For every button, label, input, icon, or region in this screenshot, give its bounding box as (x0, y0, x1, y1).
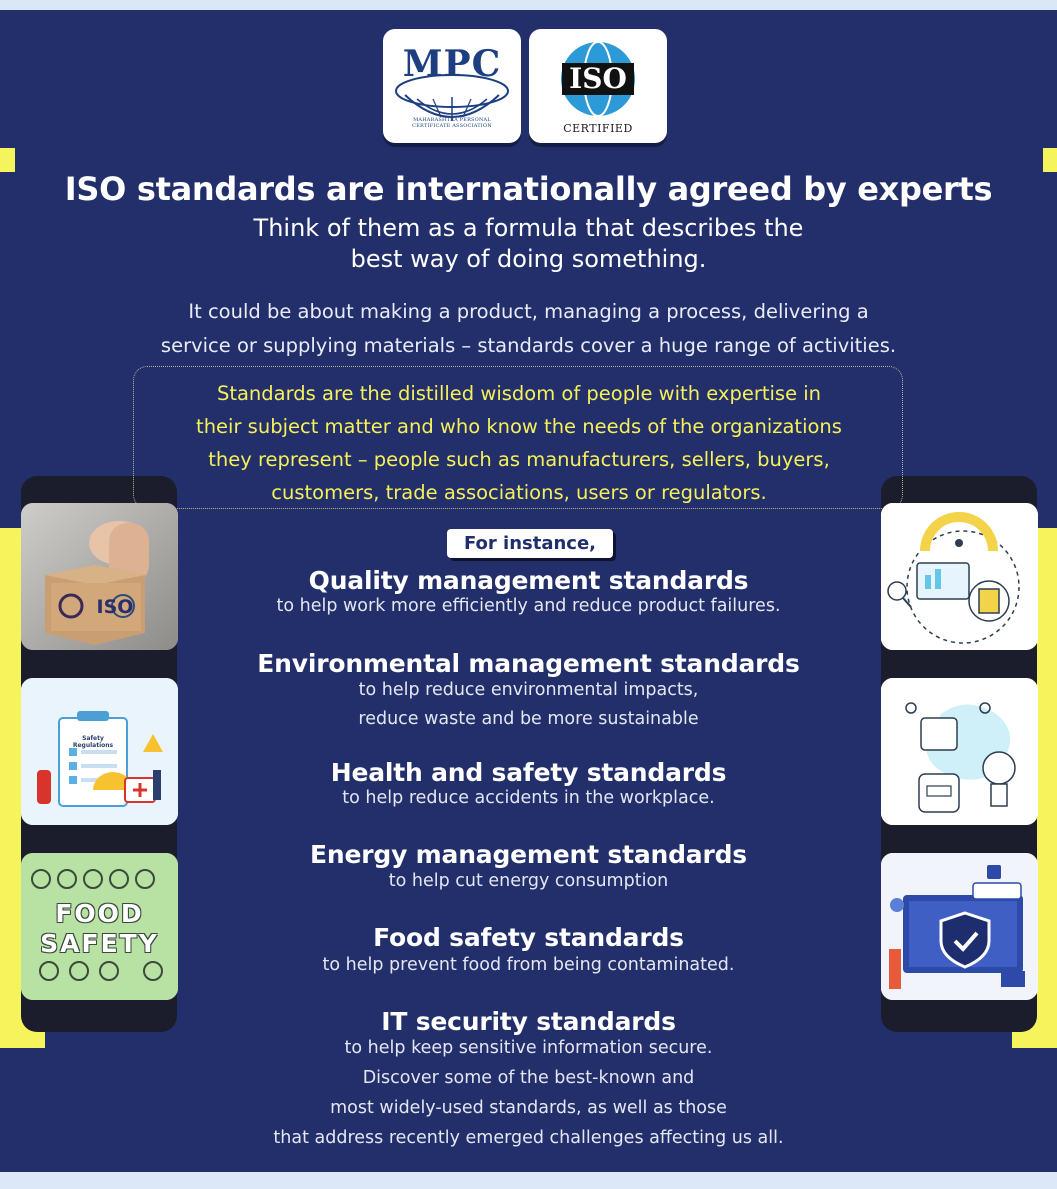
wisdom-text (134, 377, 904, 509)
intro-line: It could be about making a product, managing a process, delivering a (188, 300, 869, 323)
iso-certified-card (529, 29, 667, 143)
iso-logo-text: ISO (569, 62, 627, 95)
iso-cube-illustration (21, 503, 178, 650)
energy-illustration (881, 678, 1038, 825)
page-title: ISO standards are internationally agreed by experts (64, 170, 993, 208)
wisdom-line: they represent – people such as manufacturers, sellers, buyers, (208, 448, 830, 471)
poster (0, 10, 1057, 1172)
bottom-strip (0, 1172, 1057, 1189)
quality-dashboard-image (881, 503, 1038, 650)
it-security-image (881, 853, 1038, 1000)
standard-title-energy: Energy management standards (310, 840, 747, 869)
wisdom-line: their subject matter and who know the needs of the organizations (196, 415, 842, 438)
standard-title-it-security: IT security standards (381, 1007, 676, 1036)
iso-certified-label: CERTIFIED (563, 122, 633, 135)
closing-line: Discover some of the best-known and (362, 1068, 695, 1088)
standard-desc-food-safety: to help prevent food from being contaminated. (322, 955, 735, 975)
standard-desc-quality: to help work more efficiently and reduce product failures. (276, 596, 781, 616)
right-yellow-tab (1043, 148, 1057, 172)
energy-meter-image (881, 678, 1038, 825)
standard-title-food-safety: Food safety standards (373, 923, 684, 952)
subtitle-line: best way of doing something. (350, 245, 707, 273)
iso-cube-text: ISO (96, 596, 134, 618)
subtitle-line: Think of them as a formula that describes the (253, 214, 804, 242)
left-yellow-tab (0, 148, 15, 172)
intro-line: service or supplying materials – standards cover a huge range of activities. (160, 334, 897, 357)
food-safety-line1: FOOD (55, 899, 144, 928)
mpc-logo-text: MPC (402, 43, 502, 85)
intro-paragraph (0, 295, 1057, 363)
iso-cube-image (21, 503, 178, 650)
food-safety-image (21, 853, 178, 1000)
safety-regulations-text: Safety Regulations (72, 735, 114, 749)
dashboard-illustration (881, 503, 1038, 650)
wisdom-line: customers, trade associations, users or regulators. (271, 481, 767, 504)
closing-line: that address recently emerged challenges affecting us all. (273, 1128, 784, 1148)
wisdom-callout (133, 366, 903, 509)
security-illustration (881, 853, 1038, 1000)
standard-title-quality: Quality management standards (308, 566, 749, 595)
standard-desc-energy: to help cut energy consumption (388, 871, 669, 891)
mpc-logo-card (383, 29, 521, 143)
standard-desc-environmental: reduce waste and be more sustainable (358, 709, 699, 729)
wisdom-line: Standards are the distilled wisdom of people with expertise in (216, 382, 822, 405)
for-instance-badge: For instance, (447, 529, 613, 558)
food-safety-line2: SAFETY (40, 929, 159, 958)
page-subtitle (0, 213, 1057, 275)
mpc-logo-tagline: MAHARASHTRA PERSONAL CERTIFICATE ASSOCIATION (412, 117, 492, 129)
standard-desc-it-security: to help keep sensitive information secure. (344, 1038, 713, 1058)
standard-title-health-safety: Health and safety standards (330, 758, 727, 787)
safety-regulations-image (21, 678, 178, 825)
safety-illustration (21, 678, 178, 825)
closing-line: most widely-used standards, as well as those (330, 1098, 727, 1118)
standard-title-environmental: Environmental management standards (257, 649, 800, 678)
standard-desc-health-safety: to help reduce accidents in the workplace. (342, 788, 715, 808)
standard-desc-environmental: to help reduce environmental impacts, (358, 680, 699, 700)
